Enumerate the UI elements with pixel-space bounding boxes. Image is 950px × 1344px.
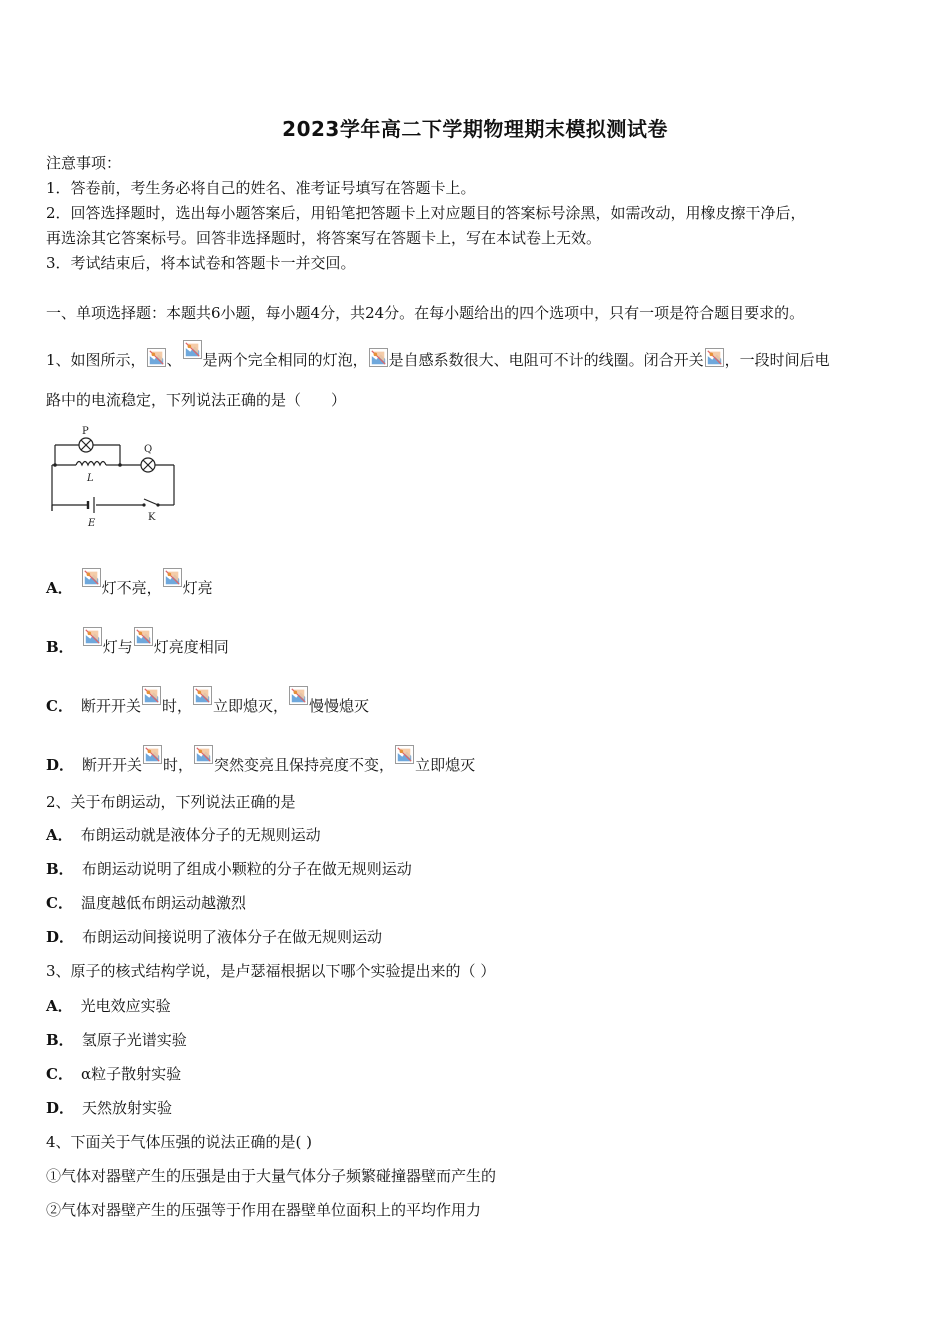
formula-image-icon: [134, 627, 153, 646]
q1-stem-part: 是自感系数很大、电阻可不计的线圈。闭合开关: [388, 351, 704, 369]
q1-stem-part: 1、如图所示，: [46, 351, 146, 369]
label-E: E: [88, 518, 96, 529]
option-text: 立即熄灭，: [212, 697, 288, 715]
label-P: P: [82, 426, 89, 437]
q1-option-b[interactable]: [46, 627, 229, 657]
option-text: 灯亮度相同: [153, 638, 229, 656]
option-text: 突然变亮且保持亮度不变，: [214, 756, 395, 774]
option-label: C．: [46, 697, 73, 715]
q1-option-c[interactable]: [46, 686, 369, 716]
option-text: 灯与: [102, 638, 133, 656]
circuit-diagram: [46, 425, 181, 533]
option-label: A．: [46, 826, 73, 844]
option-label: C．: [46, 894, 73, 912]
formula-image-icon: [395, 745, 414, 764]
formula-image-icon: [289, 686, 308, 705]
q1-option-a[interactable]: [46, 568, 213, 598]
option-text: 慢慢熄灭: [309, 697, 370, 715]
q4-stem: 4、下面关于气体压强的说法正确的是( ): [46, 1133, 313, 1151]
option-text: 温度越低布朗运动越激烈: [80, 894, 246, 912]
option-label: B．: [46, 860, 74, 878]
q3-option-b[interactable]: [46, 1030, 187, 1050]
q2-option-b[interactable]: [46, 859, 412, 879]
label-Q: Q: [144, 444, 153, 455]
formula-image-icon: [183, 340, 202, 359]
q2-stem: 2、关于布朗运动，下列说法正确的是: [46, 793, 296, 811]
option-text: 断开开关: [82, 756, 143, 774]
option-text: 氢原子光谱实验: [81, 1031, 187, 1049]
formula-image-icon: [163, 568, 182, 587]
q3-stem: 3、原子的核式结构学说，是卢瑟福根据以下哪个实验提出来的（ ）: [46, 962, 496, 980]
q4-item-2: ②气体对器壁产生的压强等于作用在器壁单位面积上的平均作用力: [46, 1201, 482, 1219]
option-text: 布朗运动就是液体分子的无规则运动: [80, 826, 321, 844]
option-text: 立即熄灭: [415, 756, 476, 774]
option-text: 断开开关: [80, 697, 141, 715]
q1-stem-part: 、: [166, 351, 182, 369]
option-text: 布朗运动说明了组成小颗粒的分子在做无规则运动: [81, 860, 412, 878]
formula-image-icon: [83, 627, 102, 646]
q3-option-c[interactable]: [46, 1064, 181, 1084]
formula-image-icon: [194, 745, 213, 764]
q2-option-d[interactable]: [46, 927, 382, 947]
option-text: α粒子散射实验: [80, 1065, 182, 1083]
q2-option-a[interactable]: [46, 825, 321, 845]
formula-image-icon: [369, 348, 388, 367]
formula-image-icon: [142, 686, 161, 705]
page-title: 2023学年高二下学期物理期末模拟测试卷: [282, 117, 668, 141]
notice-item-3: 3．考试结束后，将本试卷和答题卡一并交回。: [46, 254, 356, 272]
option-text: 时，: [163, 756, 194, 774]
option-text: 布朗运动间接说明了液体分子在做无规则运动: [82, 928, 383, 946]
q2-option-c[interactable]: [46, 893, 246, 913]
section-heading: 一、单项选择题：本题共6小题，每小题4分，共24分。在每小题给出的四个选项中，只有一项是符合题目要求的。: [46, 304, 805, 322]
option-label: C．: [46, 1065, 73, 1083]
q4-item-1: ①气体对器壁产生的压强是由于大量气体分子频繁碰撞器壁而产生的: [46, 1167, 497, 1185]
option-text: 灯亮: [182, 579, 213, 597]
option-label: B．: [46, 1031, 74, 1049]
notice-item-2: 2．回答选择题时，选出每小题答案后，用铅笔把答题卡上对应题目的答案标号涂黑，如需改动，用橡皮擦干净后，: [46, 204, 806, 222]
formula-image-icon: [705, 348, 724, 367]
notice-item-1: 1．答卷前，考生务必将自己的姓名、准考证号填写在答题卡上。: [46, 179, 476, 197]
q1-stem-part: 是两个完全相同的灯泡，: [202, 351, 368, 369]
option-label: D．: [46, 1099, 75, 1117]
option-text: 灯不亮，: [101, 579, 162, 597]
label-L: L: [87, 473, 94, 484]
q1-stem-part: ，一段时间后电: [724, 351, 830, 369]
option-label: A．: [46, 997, 73, 1015]
option-label: D．: [46, 756, 75, 774]
formula-image-icon: [82, 568, 101, 587]
formula-image-icon: [147, 348, 166, 367]
option-text: 时，: [161, 697, 192, 715]
q1-stem: [46, 340, 830, 370]
option-text: 天然放射实验: [82, 1099, 173, 1117]
notice-item-2-cont: 再选涂其它答案标号。回答非选择题时，将答案写在答题卡上，写在本试卷上无效。: [46, 229, 602, 247]
notice-heading: 注意事项：: [46, 154, 122, 172]
option-text: 光电效应实验: [80, 997, 171, 1015]
formula-image-icon: [143, 745, 162, 764]
q3-option-a[interactable]: [46, 996, 171, 1016]
option-label: D．: [46, 928, 75, 946]
option-label: B．: [46, 638, 74, 656]
q1-stem-line2: 路中的电流稳定，下列说法正确的是（ ）: [46, 391, 347, 409]
label-K: K: [148, 512, 156, 523]
q1-option-d[interactable]: [46, 745, 475, 775]
q3-option-d[interactable]: [46, 1098, 172, 1118]
formula-image-icon: [193, 686, 212, 705]
option-label: A．: [46, 579, 73, 597]
